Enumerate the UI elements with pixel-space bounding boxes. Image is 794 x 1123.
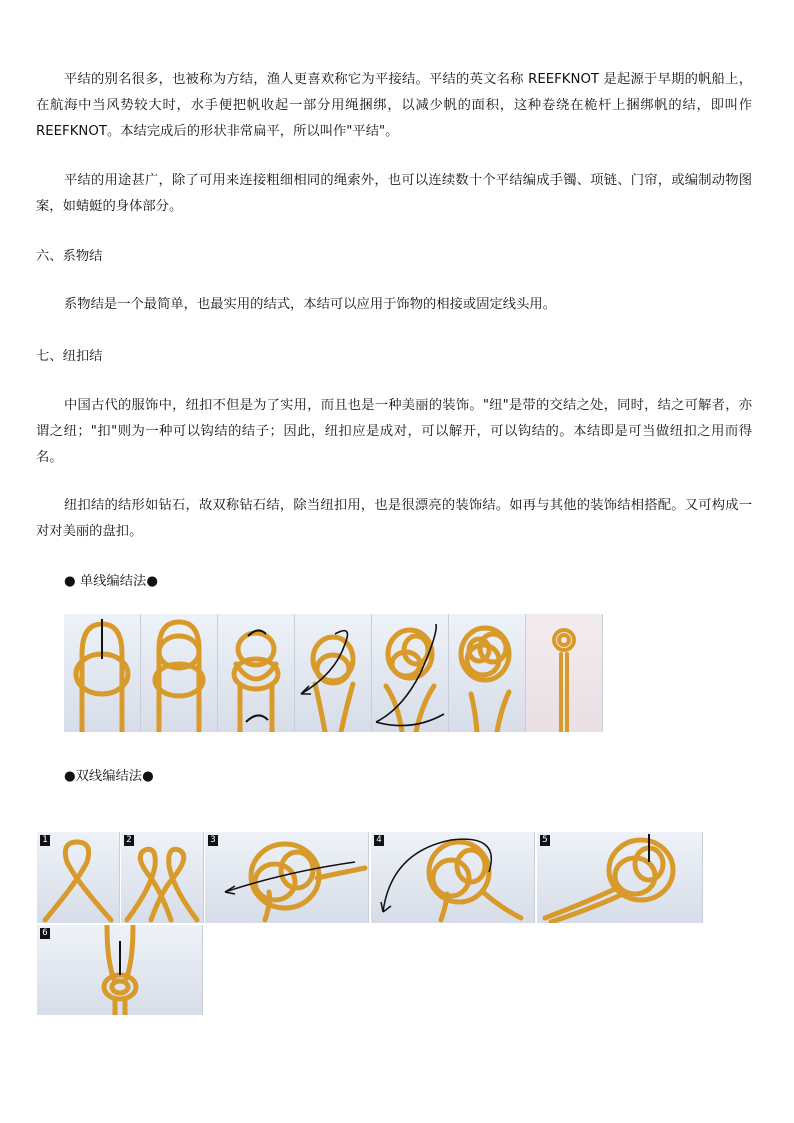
- single-step-2-image: [141, 614, 218, 732]
- single-step-3-image: [218, 614, 295, 732]
- single-cord-step-strip: [64, 614, 603, 732]
- step-number-5: 5: [540, 835, 550, 846]
- single-step-7-finished-image: [526, 614, 603, 732]
- step-number-6: 6: [40, 928, 50, 939]
- paragraph-flat-knot-name: 平结的别名很多，也被称为方结，渔人更喜欢称它为平接结。平结的英文名称 REEFKNOT 是起源于早期的帆船上，在航海中当风势较大时，水手便把帆收起一部分用绳捆绑，以减少帆的面积，这种卷绕在桅杆上捆绑帆的结，即叫作 REEFKNOT。本结完成后的形状非常扁平，所以叫作"平结"。: [36, 72, 752, 139]
- paragraph-flat-knot-use: 平结的用途甚广，除了可用来连接粗细相同的绳索外，也可以连续数十个平结编成手镯、项链、门帘，或编制动物图案，如蜻蜓的身体部分。: [36, 173, 752, 214]
- heading-section-6: 六、系物结: [36, 249, 103, 264]
- single-cord-method-label: ● 单线编结法●: [64, 574, 158, 589]
- double-cord-method-label: ●双线编结法●: [64, 769, 154, 784]
- heading-section-7: 七、纽扣结: [36, 349, 103, 364]
- step-number-1: 1: [40, 835, 50, 846]
- double-step-6-image: [37, 925, 203, 1015]
- paragraph-button-knot-shape: 纽扣结的结形如钻石，故双称钻石结，除当纽扣用，也是很漂亮的装饰结。如再与其他的装饰结相搭配。又可构成一对对美丽的盘扣。: [36, 498, 752, 539]
- single-step-1-image: [64, 614, 141, 732]
- paragraph-tie-knot: 系物结是一个最简单，也最实用的结式，本结可以应用于饰物的相接或固定线头用。: [64, 297, 556, 312]
- step-number-4: 4: [374, 835, 384, 846]
- double-step-5-image: [537, 832, 703, 923]
- double-step-3-image: [205, 832, 369, 923]
- step-number-3: 3: [208, 835, 218, 846]
- step-number-2: 2: [124, 835, 134, 846]
- double-step-4-image: [371, 832, 535, 923]
- double-step-1-image: [37, 832, 120, 923]
- double-step-2-image: [121, 832, 204, 923]
- single-step-4-image: [295, 614, 372, 732]
- single-step-5-image: [372, 614, 449, 732]
- single-step-6-image: [449, 614, 526, 732]
- paragraph-button-knot-history: 中国古代的服饰中，纽扣不但是为了实用，而且也是一种美丽的装饰。"纽"是带的交结之处，同时，结之可解者，亦谓之纽；"扣"则为一种可以钩结的结子；因此，纽扣应是成对，可以解开，可以钩结的。本结即是可当做纽扣之用而得名。: [36, 398, 752, 465]
